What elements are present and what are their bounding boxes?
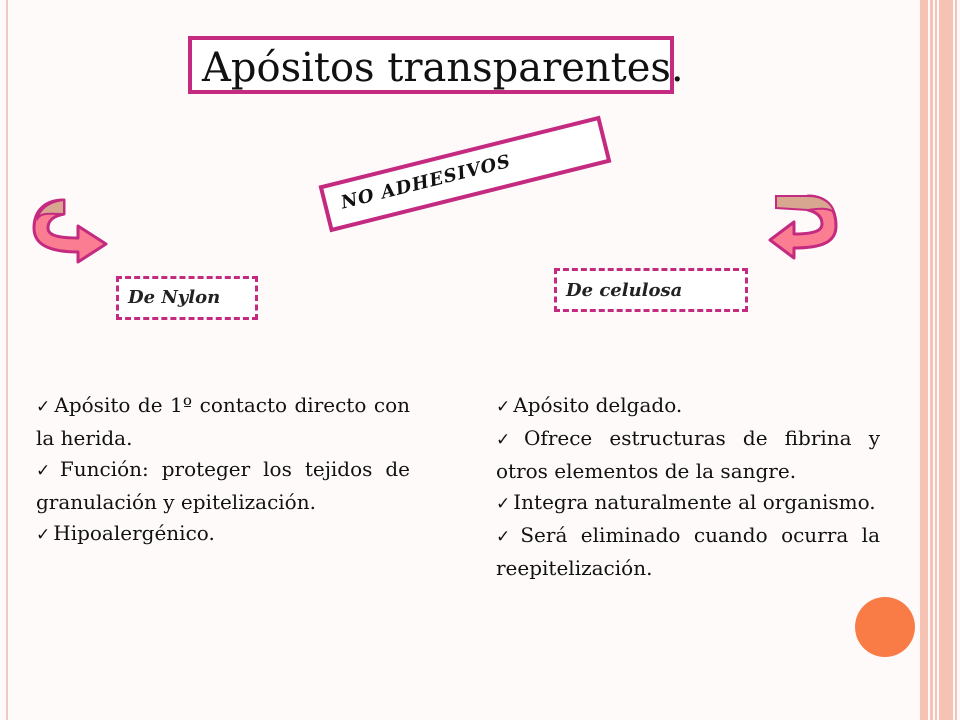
list-item: ✓ Apósito de 1º contacto directo con la herida. [36,393,410,450]
list-item: ✓ Será eliminado cuando ocurra la reepitelización. [496,523,881,580]
check-icon: ✓ [36,525,51,545]
check-icon: ✓ [496,430,522,450]
right-decorative-stripes [920,0,960,720]
check-icon: ✓ [36,397,52,417]
orange-circle-decoration [855,597,915,657]
celulosa-feature-list [496,390,880,584]
list-item: ✓ Función: proteger los tejidos de granulación y epitelización. [36,457,410,514]
list-item: ✓ Hipoalergénico. [36,521,215,545]
celulosa-heading: De celulosa [566,280,683,301]
banner-label: NO ADHESIVOS [338,150,514,214]
curved-arrow-left-icon [30,196,110,274]
list-item: ✓ Integra naturalmente al organismo. [496,490,876,514]
check-icon: ✓ [496,494,511,514]
left-decorative-rule [6,0,8,720]
check-icon: ✓ [36,461,57,481]
title-box [188,36,684,94]
list-item: ✓ Apósito delgado. [496,393,683,417]
nylon-heading: De Nylon [128,287,221,308]
curved-arrow-right-icon [768,192,840,270]
check-icon: ✓ [496,527,518,547]
slide-title: Apósitos transparentes. [202,45,684,91]
list-item: ✓ Ofrece estructuras de fibrina y otros elementos de la sangre. [496,426,881,483]
check-icon: ✓ [496,397,511,417]
no-adhesivos-banner [319,116,612,233]
nylon-feature-list [36,390,410,551]
